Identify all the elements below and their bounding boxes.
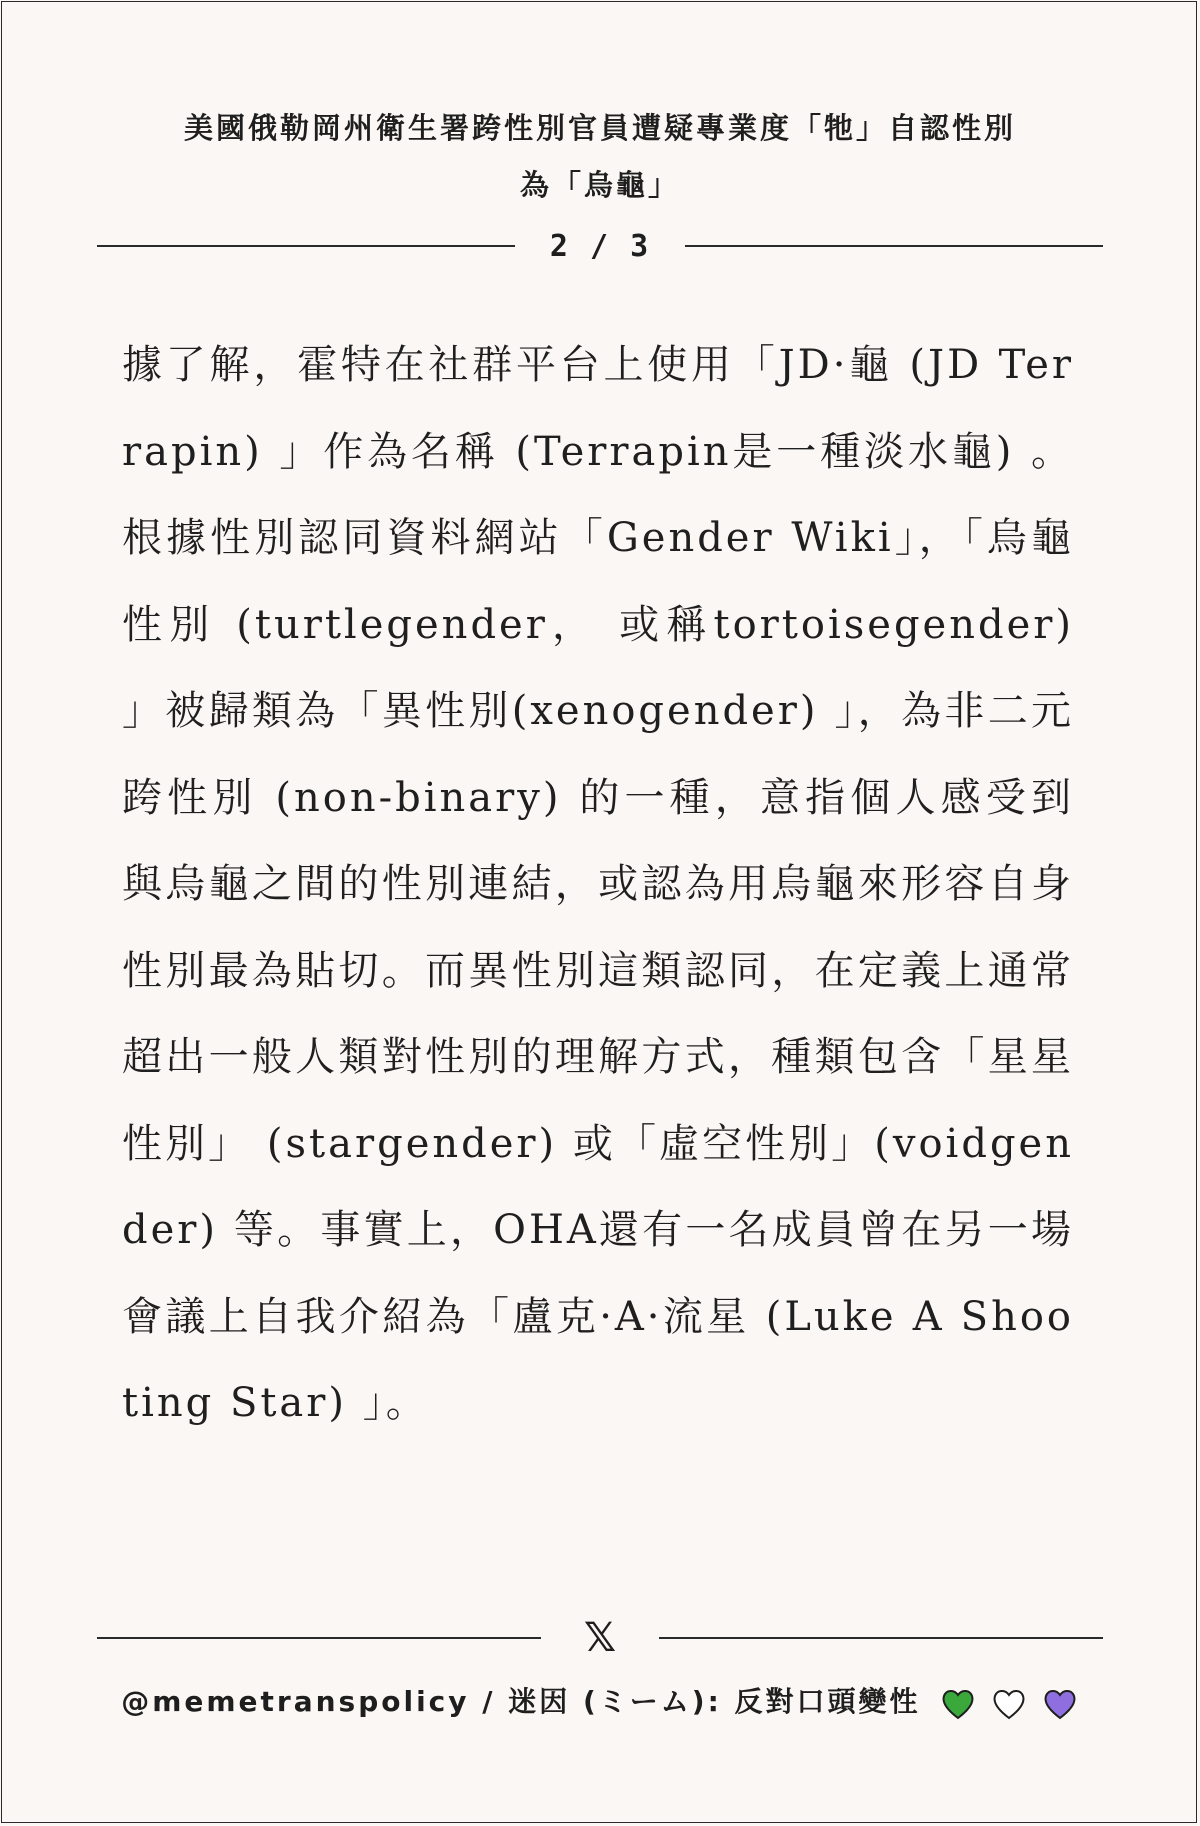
footer-divider-left — [97, 1637, 541, 1639]
article-title — [100, 100, 1100, 214]
divider-left — [97, 245, 515, 247]
footer-divider-row — [97, 1614, 1103, 1662]
page-indicator-row — [97, 226, 1103, 266]
footer-divider-right — [659, 1637, 1103, 1639]
title-line-1: 美國俄勒岡州衛生署跨性別官員遭疑專業度「牠」自認性別 — [183, 111, 1016, 145]
handle-text: @memetranspolicy / 迷因 (ミーム): 反對口頭變性 — [121, 1685, 921, 1718]
divider-right — [685, 245, 1103, 247]
page-indicator: 2 / 3 — [549, 228, 651, 264]
white-heart-icon — [992, 1688, 1026, 1720]
purple-heart-icon — [1043, 1688, 1077, 1720]
footer-handle — [100, 1680, 1100, 1720]
article-body: 據了解，霍特在社群平台上使用「JD·龜 (JD Terrapin) 」作為名稱 (Terrapin是一種淡水龜) 。根據性別認同資料網站「Gender Wiki」，「烏龜性別 (turtlegender， 或稱tortoisegender) 」被歸類為「異性別(xenogender) 」，為非二元跨性別 (non-binary) 的一種，意指個人感受到與烏龜之間的性別連結，或認為用烏龜來形容自身性別最為貼切。而異性別這類認同，在定義上通常超出一般人類對性別的理解方式，種類包含「星星性別」 (stargender) 或「虛空性別」(voidgender) 等。事實上，OHA還有一名成員曾在另一場會議上自我介紹為「盧克·A·流星 (Luke A Shooting Star) 」。 — [122, 342, 1074, 1426]
title-line-2: 為「烏龜」 — [519, 168, 680, 202]
x-logo-icon: 𝕏 — [583, 1615, 617, 1661]
green-heart-icon — [941, 1688, 975, 1720]
heart-icons — [939, 1686, 1079, 1720]
